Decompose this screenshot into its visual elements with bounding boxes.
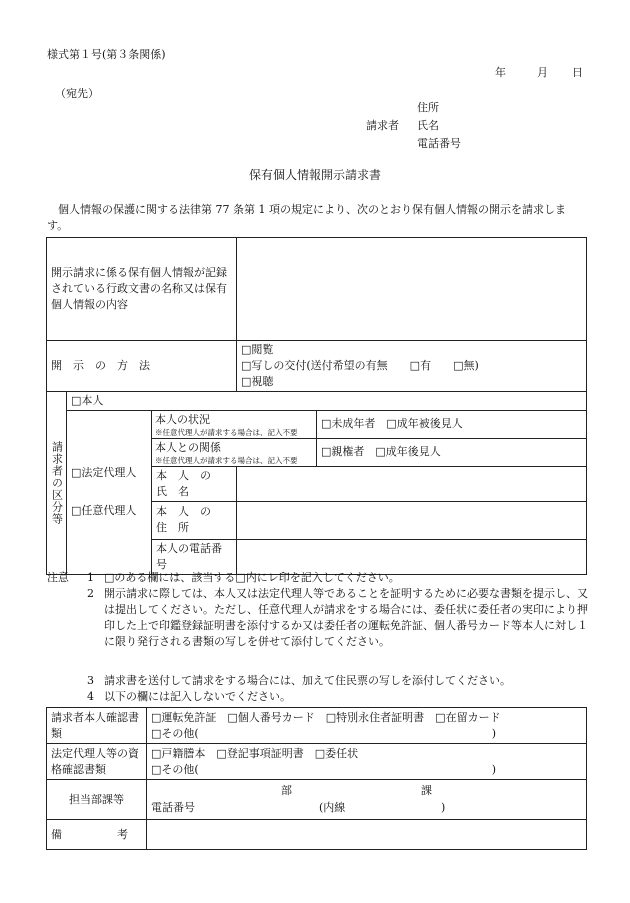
self-option[interactable]: □本人 xyxy=(67,392,587,411)
id-check-label: 請求者本人確認書類 xyxy=(51,710,139,740)
dept-phone-label: 電話番号 xyxy=(151,800,195,814)
method-option-watch[interactable]: □視聴 xyxy=(241,374,274,388)
principal-address-input[interactable] xyxy=(237,501,587,539)
remarks-label: 備 考 xyxy=(47,820,147,850)
rep-check-options xyxy=(147,744,587,780)
name-label: 氏名 xyxy=(417,119,439,132)
remarks-input[interactable] xyxy=(147,820,587,850)
request-table xyxy=(46,237,587,575)
note-4-num: 4 xyxy=(87,690,94,703)
category-label-cell xyxy=(47,392,67,575)
note-3-num: 3 xyxy=(87,674,94,687)
note-1-text: □のある欄には、該当する□内にレ印を記入してください。 xyxy=(104,571,400,584)
dept-cell xyxy=(147,780,587,820)
principal-name-input[interactable] xyxy=(237,466,587,501)
legal-rep-option[interactable]: □法定代理人 xyxy=(71,466,137,480)
dept-label: 担当部課等 xyxy=(47,780,147,820)
method-options xyxy=(237,341,587,392)
note-1-num: 1 xyxy=(87,571,94,584)
principal-status-label-cell xyxy=(152,410,317,438)
id-check-other-close: ) xyxy=(491,726,496,740)
id-check-other-row xyxy=(151,726,582,742)
principal-status-label: 本人の状況 xyxy=(155,412,210,426)
relationship-options[interactable]: □親権者 □成年後見人 xyxy=(317,438,587,466)
note-2-text: 開示請求に際しては、本人又は法定代理人等であることを証明するために必要な書類を提示し、又は提出してください。ただし、任意代理人が請求をする場合には、委任状に委任者の実印により押印した上で印鑑登録証明書を添付するか又は委任者の運転免許証、個人番号カード等本人に対し１に限り発行される書類の写しを併せて添付してください。 xyxy=(104,587,588,648)
id-check-other[interactable]: □その他( xyxy=(151,726,199,740)
principal-status-note: ※任意代理人が請求する場合は、記入不要 xyxy=(155,427,298,437)
dept-bu: 部 xyxy=(281,783,292,797)
method-label: 開 示 の 方 法 xyxy=(51,359,150,373)
relationship-label-cell xyxy=(152,438,317,466)
rep-check-line1[interactable]: □戸籍謄本 □登記事項証明書 □委任状 xyxy=(151,746,359,760)
method-option-copy[interactable]: □写しの交付(送付希望の有無 □有 □無) xyxy=(241,359,479,373)
doc-name-label: 開示請求に係る保有個人情報が記録されている行政文書の名称又は保有個人情報の内容 xyxy=(51,266,227,311)
id-check-line1[interactable]: □運転免許証 □個人番号カード □特別永住者証明書 □在留カード xyxy=(151,710,501,724)
note-3-text: 請求書を送付して請求をする場合には、加えて住民票の写しを添付してください。 xyxy=(104,674,511,687)
intro-text: 個人情報の保護に関する法律第 77 条第 1 項の規定により、次のとおり保有個人情報の開示を請求します。 xyxy=(47,203,566,232)
note-4-text: 以下の欄には記入しないでください。 xyxy=(104,690,291,703)
rep-options-cell xyxy=(67,410,152,574)
date-day-label: 日 xyxy=(572,66,583,79)
relationship-label: 本人との関係 xyxy=(155,440,221,454)
rep-check-other-close: ) xyxy=(491,762,496,776)
requester-label: 請求者 xyxy=(366,119,399,132)
principal-address-label: 本 人 の 住 所 xyxy=(152,501,237,539)
rep-check-label-cell xyxy=(47,744,147,780)
date-month-label: 月 xyxy=(537,66,548,79)
address-label: 住所 xyxy=(417,101,439,114)
principal-status-options[interactable]: □未成年者 □成年被後見人 xyxy=(317,410,587,438)
principal-phone-label: 本人の電話番号 xyxy=(152,539,237,574)
dept-ext-label: (内線 xyxy=(319,800,346,814)
phone-label: 電話番号 xyxy=(417,137,461,150)
page-title: 保有個人情報開示請求書 xyxy=(248,168,381,182)
principal-name-label: 本 人 の 氏 名 xyxy=(152,466,237,501)
doc-name-input[interactable] xyxy=(237,238,587,341)
id-check-label-cell xyxy=(47,708,147,744)
addressee: （宛先） xyxy=(55,87,99,100)
note-2-num: 2 xyxy=(87,587,94,600)
dept-ext-close: ) xyxy=(441,800,446,814)
voluntary-rep-option[interactable]: □任意代理人 xyxy=(71,504,137,518)
category-label: 請求者の区分等 xyxy=(50,440,64,525)
office-use-table xyxy=(46,707,587,850)
relationship-note: ※任意代理人が請求する場合は、記入不要 xyxy=(155,455,298,465)
principal-phone-input[interactable] xyxy=(237,539,587,574)
rep-check-other[interactable]: □その他( xyxy=(151,762,199,776)
method-option-view[interactable]: □閲覧 xyxy=(241,343,274,357)
notes-heading: 注意 xyxy=(47,571,69,584)
rep-check-other-row xyxy=(151,762,582,778)
dept-ka: 課 xyxy=(421,783,432,797)
doc-name-label-cell xyxy=(47,238,237,341)
form-number: 様式第１号(第３条関係) xyxy=(47,48,166,61)
rep-check-label: 法定代理人等の資格確認書類 xyxy=(51,746,139,776)
date-year-label: 年 xyxy=(495,66,506,79)
id-check-options xyxy=(147,708,587,744)
method-label-cell xyxy=(47,341,237,392)
